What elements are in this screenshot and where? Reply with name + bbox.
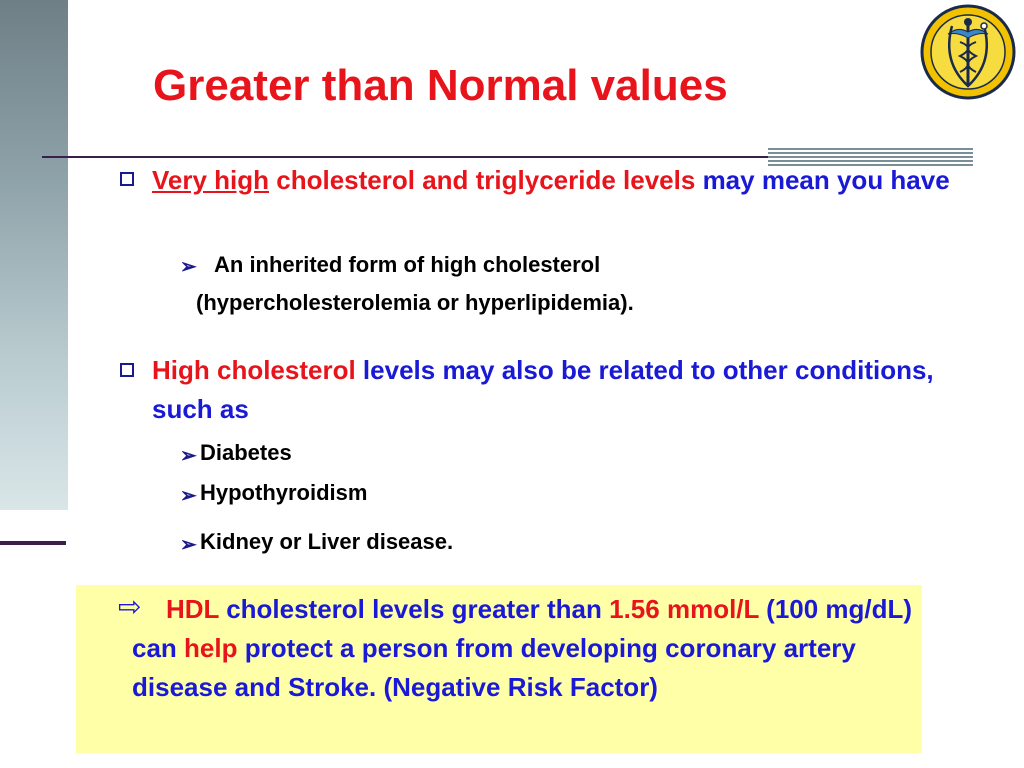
hdl-threshold-value: 1.56 mmol/L	[609, 594, 759, 624]
left-accent-dash	[0, 541, 66, 545]
outline-arrow-icon: ⇨	[118, 591, 142, 622]
highlight-text	[132, 590, 922, 707]
highlight-blue-text-3: protect a person from developing coronary artery disease and Stroke. (Negative Risk Factor)	[132, 633, 856, 702]
bullet-2-blue-text: levels may also be related to other conditions, such as	[152, 355, 934, 424]
bullet-1-red-text: cholesterol and triglyceride levels	[269, 165, 696, 195]
condition-item: Diabetes	[200, 440, 292, 465]
bullet-square-icon	[120, 172, 134, 186]
sub-bullet-1-line-2: (hypercholesterolemia or hyperlipidemia).	[196, 290, 634, 315]
condition-item: Hypothyroidism	[200, 480, 368, 505]
arrow-bullet-icon: ➢	[180, 534, 197, 556]
highlight-blue-text-1: cholesterol levels greater than	[218, 594, 610, 624]
bullet-1-emphasis: Very high	[152, 165, 270, 195]
medical-caduceus-logo	[918, 2, 1018, 102]
bullet-1-text	[152, 161, 952, 200]
arrow-bullet-icon: ➢	[180, 485, 197, 507]
condition-item: Kidney or Liver disease.	[200, 529, 454, 554]
left-gradient-bar	[0, 0, 68, 510]
slide-title: Greater than Normal values	[153, 61, 728, 110]
bullet-square-icon	[120, 363, 134, 377]
hdl-label: HDL	[166, 594, 219, 624]
title-divider	[42, 156, 812, 158]
bullet-2-text	[152, 351, 952, 429]
sub-bullet-1-line-1: An inherited form of high cholesterol	[214, 252, 601, 277]
highlight-blue-text-2: (100 mg/dL) can	[132, 594, 913, 663]
arrow-bullet-icon: ➢	[180, 256, 197, 278]
arrow-bullet-icon: ➢	[180, 445, 197, 467]
help-word: help	[184, 633, 238, 663]
bullet-2-red-text: High cholesterol	[152, 355, 356, 385]
bullet-1-blue-text: may mean you have	[695, 165, 950, 195]
